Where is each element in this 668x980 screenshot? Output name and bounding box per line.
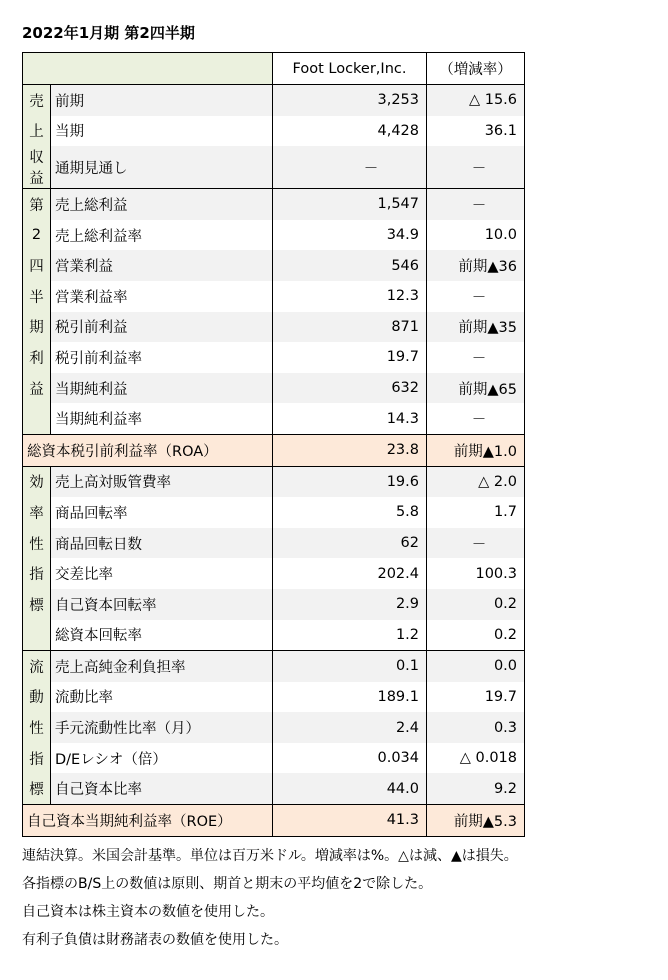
row-value: 19.7	[273, 342, 427, 373]
table-row	[23, 466, 525, 497]
table-row	[23, 281, 525, 312]
row-change: －	[427, 342, 525, 373]
category-char: 上	[23, 116, 51, 147]
category-char: 動	[23, 682, 51, 713]
category-blank	[23, 403, 51, 434]
row-label: 商品回転率	[51, 497, 273, 528]
row-change: 36.1	[427, 116, 525, 147]
row-change: 19.7	[427, 682, 525, 713]
category-blank	[23, 620, 51, 651]
table-row	[23, 403, 525, 434]
row-change: 0.0	[427, 651, 525, 682]
row-change: 0.3	[427, 712, 525, 743]
category-char: 半	[23, 281, 51, 312]
row-label: 交差比率	[51, 558, 273, 589]
row-label: 売上総利益	[51, 189, 273, 220]
row-value: 3,253	[273, 85, 427, 116]
row-value: 0.1	[273, 651, 427, 682]
category-char: 収	[29, 150, 44, 167]
roe-label: 自己資本当期純利益率（ROE）	[23, 805, 273, 837]
row-label: 自己資本回転率	[51, 589, 273, 620]
table-row	[23, 342, 525, 373]
category-char: 2	[23, 220, 51, 251]
row-value: 2.4	[273, 712, 427, 743]
table-row	[23, 682, 525, 713]
row-change: －	[427, 403, 525, 434]
row-change: 1.7	[427, 497, 525, 528]
footnote: 連結決算。米国会計基準。単位は百万米ドル。増減率は%。△は減、▲は損失。	[22, 848, 518, 864]
table-row	[23, 528, 525, 559]
row-label: 商品回転日数	[51, 528, 273, 559]
table-header-row	[23, 53, 525, 85]
header-company: Foot Locker,Inc.	[273, 53, 427, 85]
footnote: 有利子負債は財務諸表の数値を使用した。	[22, 932, 288, 948]
category-char: 益	[23, 373, 51, 404]
row-value: －	[273, 146, 427, 189]
row-change: 0.2	[427, 589, 525, 620]
category-char: 指	[23, 558, 51, 589]
table-row	[23, 189, 525, 220]
footnote: 各指標のB/S上の数値は原則、期首と期末の平均値を2で除した。	[22, 876, 433, 892]
row-value: 19.6	[273, 466, 427, 497]
row-value: 202.4	[273, 558, 427, 589]
header-change: （増減率）	[427, 53, 525, 85]
roa-label: 総資本税引前利益率（ROA）	[23, 434, 273, 466]
row-value: 871	[273, 312, 427, 343]
row-label: 当期	[51, 116, 273, 147]
row-change: 前期▲35	[427, 312, 525, 343]
row-value: 14.3	[273, 403, 427, 434]
table-row	[23, 497, 525, 528]
category-char: 益	[29, 171, 44, 188]
category-char: 性	[23, 712, 51, 743]
row-change: △ 0.018	[427, 743, 525, 774]
table-row	[23, 146, 525, 189]
row-label: 当期純利益	[51, 373, 273, 404]
category-char	[23, 146, 51, 189]
row-label: 当期純利益率	[51, 403, 273, 434]
table-row	[23, 558, 525, 589]
row-change: 100.3	[427, 558, 525, 589]
row-label: 売上総利益率	[51, 220, 273, 251]
row-label: D/Eレシオ（倍）	[51, 743, 273, 774]
category-char: 標	[23, 773, 51, 804]
category-char: 指	[23, 743, 51, 774]
row-label: 税引前利益率	[51, 342, 273, 373]
category-char: 効	[23, 466, 51, 497]
row-label: 前期	[51, 85, 273, 116]
table-row	[23, 651, 525, 682]
roe-row	[23, 805, 525, 837]
category-char: 第	[23, 189, 51, 220]
row-value: 12.3	[273, 281, 427, 312]
roa-change: 前期▲1.0	[427, 434, 525, 466]
table-row	[23, 250, 525, 281]
row-change: 0.2	[427, 620, 525, 651]
page-title: 2022年1月期 第2四半期	[22, 24, 195, 42]
row-value: 189.1	[273, 682, 427, 713]
category-char: 標	[23, 589, 51, 620]
category-char: 性	[23, 528, 51, 559]
row-value: 2.9	[273, 589, 427, 620]
row-change: 9.2	[427, 773, 525, 804]
row-label: 税引前利益	[51, 312, 273, 343]
table-row	[23, 743, 525, 774]
row-change: －	[427, 528, 525, 559]
row-value: 4,428	[273, 116, 427, 147]
row-label: 手元流動性比率（月）	[51, 712, 273, 743]
roa-value: 23.8	[273, 434, 427, 466]
category-char: 期	[23, 312, 51, 343]
row-label: 売上高純金利負担率	[51, 651, 273, 682]
table-row	[23, 373, 525, 404]
roe-change: 前期▲5.3	[427, 805, 525, 837]
roe-value: 41.3	[273, 805, 427, 837]
footnotes	[22, 842, 518, 954]
row-change: －	[427, 189, 525, 220]
row-change: △ 2.0	[427, 466, 525, 497]
row-label: 総資本回転率	[51, 620, 273, 651]
row-label: 自己資本比率	[51, 773, 273, 804]
row-change: 10.0	[427, 220, 525, 251]
table-row	[23, 116, 525, 147]
category-char: 売	[23, 85, 51, 116]
row-value: 0.034	[273, 743, 427, 774]
row-value: 62	[273, 528, 427, 559]
row-value: 44.0	[273, 773, 427, 804]
row-change: △ 15.6	[427, 85, 525, 116]
row-value: 546	[273, 250, 427, 281]
row-change: 前期▲36	[427, 250, 525, 281]
row-change: －	[427, 281, 525, 312]
row-value: 34.9	[273, 220, 427, 251]
row-label: 流動比率	[51, 682, 273, 713]
footnote: 自己資本は株主資本の数値を使用した。	[22, 904, 274, 920]
table-row	[23, 85, 525, 116]
row-change: －	[427, 146, 525, 189]
row-value: 5.8	[273, 497, 427, 528]
row-value: 1.2	[273, 620, 427, 651]
roa-row	[23, 434, 525, 466]
row-value: 632	[273, 373, 427, 404]
table-row	[23, 712, 525, 743]
table-row	[23, 773, 525, 804]
category-char: 四	[23, 250, 51, 281]
category-char: 率	[23, 497, 51, 528]
financial-table	[22, 52, 525, 837]
table-row	[23, 589, 525, 620]
table-row	[23, 620, 525, 651]
header-blank-cell	[23, 53, 273, 85]
table-row	[23, 220, 525, 251]
row-value: 1,547	[273, 189, 427, 220]
row-label: 営業利益率	[51, 281, 273, 312]
row-label: 売上高対販管費率	[51, 466, 273, 497]
row-label: 通期見通し	[51, 146, 273, 189]
table-row	[23, 312, 525, 343]
row-label: 営業利益	[51, 250, 273, 281]
row-change: 前期▲65	[427, 373, 525, 404]
category-char: 利	[23, 342, 51, 373]
category-char: 流	[23, 651, 51, 682]
